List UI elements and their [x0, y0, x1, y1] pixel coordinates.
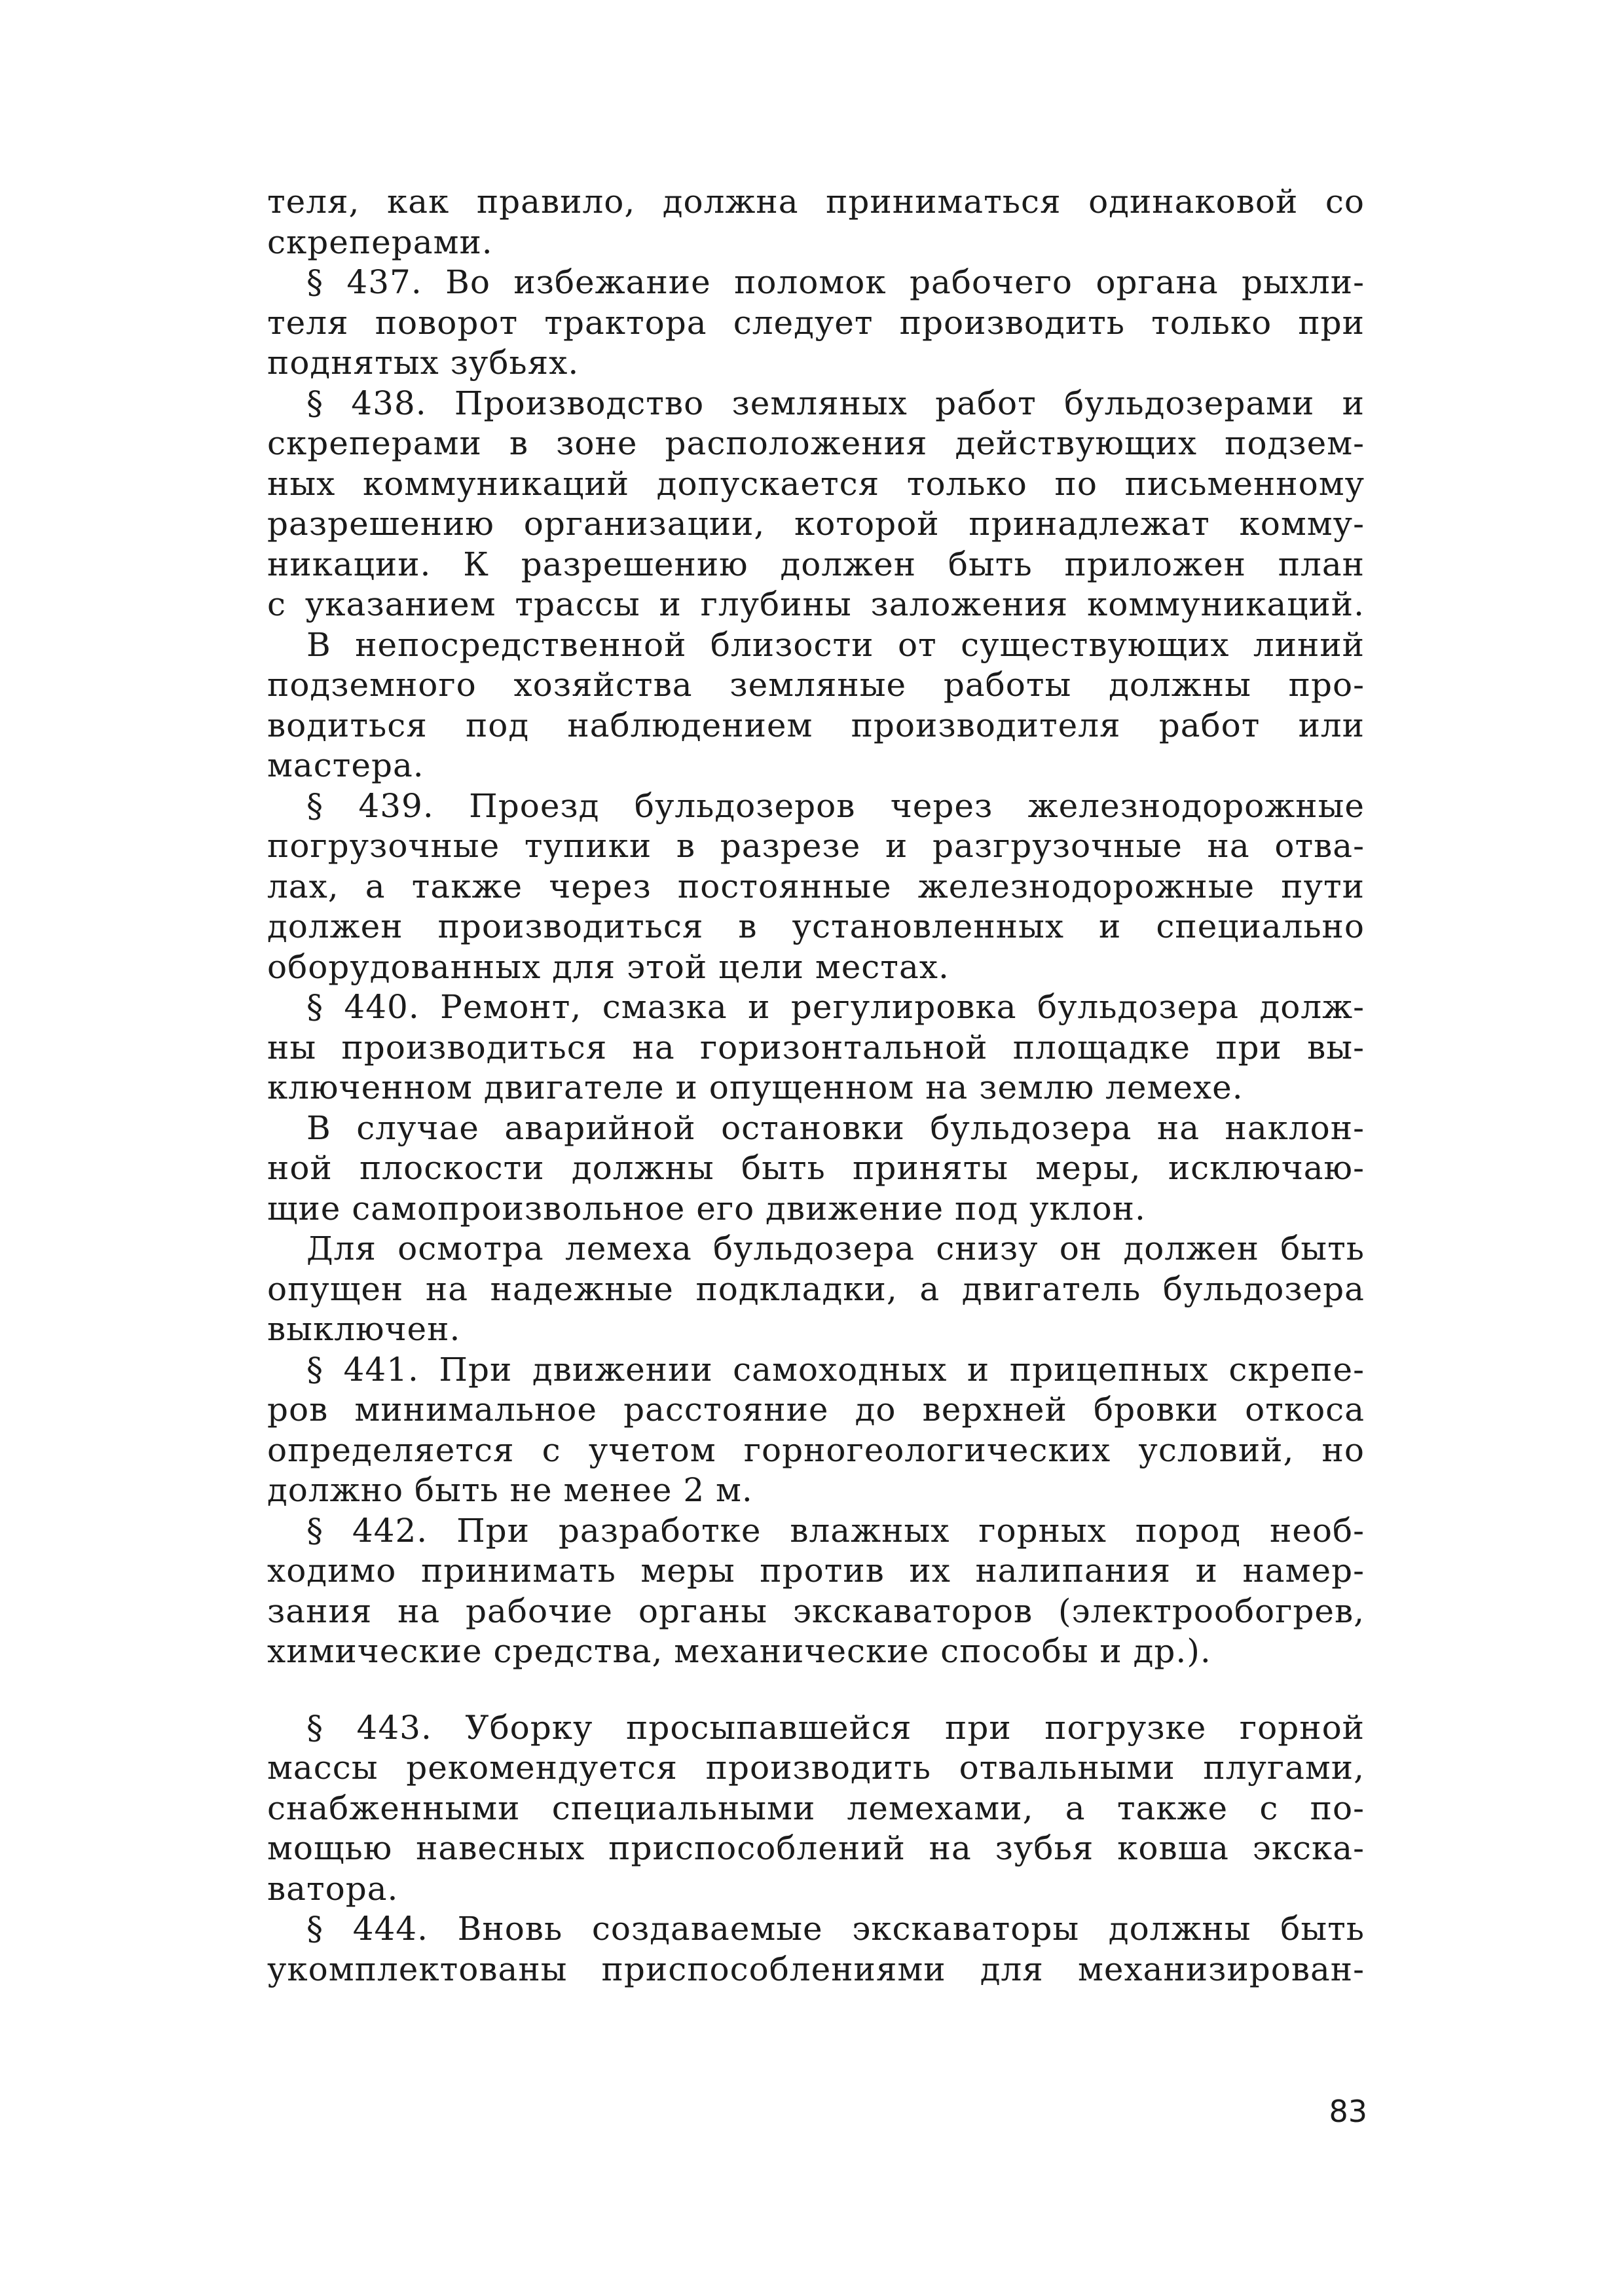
text-line: В непосредственной близости от существующих линий: [306, 625, 1365, 664]
text-column: [267, 182, 1365, 1990]
text-line: теля поворот трактора следует производить только при: [267, 303, 1365, 342]
text-line: подземного хозяйства земляные работы должны про-: [267, 666, 1365, 704]
text-line: теля, как правило, должна приниматься одинаковой со: [267, 183, 1365, 221]
text-line: § 437. Во избежание поломок рабочего органа рыхли-: [306, 263, 1365, 301]
paragraph-440-inspection: [267, 1229, 1365, 1350]
text-line: химические средства, механические способы и др.).: [267, 1632, 1211, 1670]
paragraph-442: [267, 1511, 1365, 1672]
text-line: ходимо принимать меры против их налипания и намер-: [267, 1552, 1365, 1590]
paragraph-438: [267, 384, 1365, 625]
text-line: никации. К разрешению должен быть приложен план: [267, 545, 1365, 583]
paragraph-gap: [267, 1672, 1365, 1708]
text-line: водиться под наблюдением производителя работ или: [267, 706, 1365, 744]
text-line: с указанием трассы и глубины заложения коммуникаций.: [267, 585, 1365, 623]
text-line: § 439. Проезд бульдозеров через железнодорожные: [306, 786, 1365, 825]
paragraph-443: [267, 1708, 1365, 1910]
text-line: § 444. Вновь создаваемые экскаваторы должны быть: [306, 1910, 1365, 1948]
text-line: § 440. Ремонт, смазка и регулировка бульдозера долж-: [306, 988, 1365, 1026]
text-line: зания на рабочие органы экскаваторов (электрообогрев,: [267, 1592, 1365, 1630]
text-line: ров минимальное расстояние до верхней бровки откоса: [267, 1391, 1365, 1429]
text-line: § 441. При движении самоходных и прицепных скрепе-: [306, 1350, 1365, 1389]
text-line: скреперами в зоне расположения действующих подзем-: [267, 424, 1365, 462]
text-line: ключенном двигателе и опущенном на землю лемехе.: [267, 1068, 1244, 1106]
text-line: опущен на надежные подкладки, а двигатель бульдозера: [267, 1269, 1365, 1308]
text-line: Для осмотра лемеха бульдозера снизу он должен быть: [306, 1230, 1365, 1267]
paragraph-439: [267, 786, 1365, 988]
text-line: разрешению организации, которой принадлежат комму-: [267, 505, 1365, 543]
text-line: ны производиться на горизонтальной площадке при вы-: [267, 1028, 1365, 1066]
text-line: ной плоскости должны быть приняты меры, исключаю-: [267, 1149, 1365, 1187]
text-line: ных коммуникаций допускается только по письменному: [267, 464, 1365, 503]
text-line: лах, а также через постоянные железнодорожные пути: [267, 867, 1365, 905]
paragraph-437: [267, 263, 1365, 384]
paragraph-438-continued: [267, 625, 1365, 786]
text-line: щие самопроизвольное его движение под уклон.: [267, 1189, 1146, 1228]
paragraph-continuation: [267, 182, 1365, 263]
text-line: должно быть не менее 2 м.: [267, 1471, 753, 1509]
text-line: оборудованных для этой цели местах.: [267, 947, 950, 986]
text-line: § 443. Уборку просыпавшейся при погрузке горной: [306, 1708, 1365, 1747]
text-line: мощью навесных приспособлений на зубья ковша экска-: [267, 1829, 1365, 1867]
paragraph-441: [267, 1350, 1365, 1511]
text-line: скреперами.: [267, 223, 493, 261]
text-line: укомплектованы приспособлениями для механизирован-: [267, 1950, 1365, 1988]
text-line: выключен.: [267, 1310, 461, 1348]
text-line: § 438. Производство земляных работ бульдозерами и: [306, 384, 1365, 422]
text-line: должен производиться в установленных и специально: [267, 907, 1365, 945]
text-line: определяется с учетом горногеологических условий, но: [267, 1430, 1365, 1469]
paragraph-440-emergency: [267, 1108, 1365, 1230]
text-line: массы рекомендуется производить отвальными плугами,: [267, 1749, 1365, 1787]
text-line: § 442. При разработке влажных горных пород необ-: [306, 1511, 1365, 1550]
text-line: В случае аварийной остановки бульдозера на наклон-: [306, 1108, 1365, 1147]
paragraph-440: [267, 987, 1365, 1108]
text-line: поднятых зубьях.: [267, 344, 580, 382]
text-line: снабженными специальными лемехами, а также с по-: [267, 1789, 1365, 1827]
text-line: ватора.: [267, 1869, 399, 1908]
page-number: 83: [1329, 2094, 1367, 2129]
text-line: погрузочные тупики в разрезе и разгрузочные на отва-: [267, 827, 1365, 865]
paragraph-444: [267, 1909, 1365, 1990]
text-line: мастера.: [267, 746, 424, 784]
